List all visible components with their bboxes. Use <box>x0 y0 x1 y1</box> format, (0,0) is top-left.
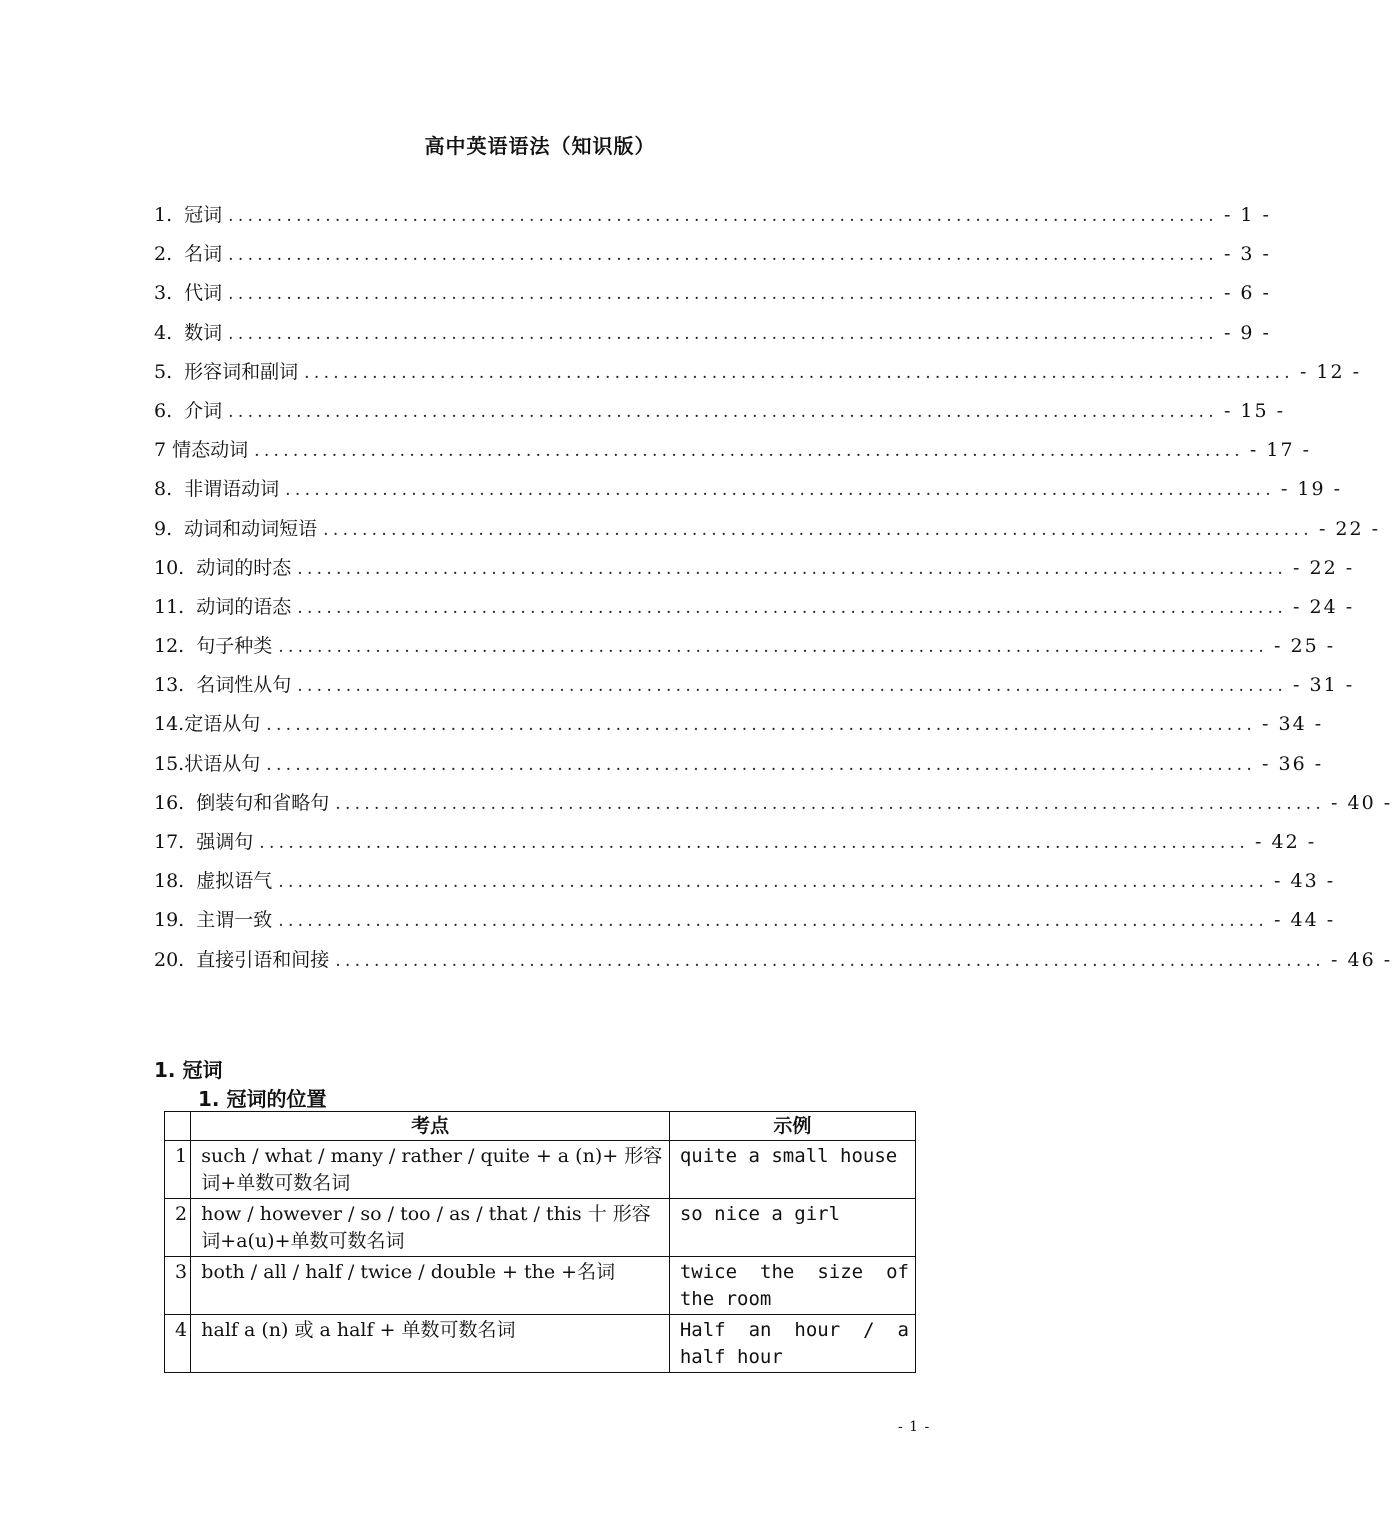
toc-entry[interactable] <box>154 901 1336 940</box>
toc-page-number: - 24 - <box>1293 595 1355 618</box>
toc-entry[interactable] <box>154 274 1271 313</box>
toc-number: 6. <box>154 399 173 422</box>
toc-number: 3. <box>154 282 173 305</box>
table-row <box>165 1257 916 1315</box>
toc-number: 12. <box>154 635 185 658</box>
row-index: 2 <box>165 1199 191 1257</box>
toc-entry[interactable] <box>154 862 1336 901</box>
toc-entry[interactable] <box>154 784 1392 823</box>
toc-number: 17. <box>154 831 185 853</box>
toc-page-number: - 3 - <box>1223 243 1271 266</box>
toc-label: 介词 <box>184 399 223 422</box>
row-example: quite a small house <box>669 1141 915 1199</box>
row-index: 3 <box>165 1257 191 1315</box>
row-point: half a (n) 或 a half + 单数可数名词 <box>191 1315 670 1373</box>
toc-page-number: - 19 - <box>1280 478 1343 501</box>
toc-page-number: - 22 - <box>1318 517 1381 540</box>
toc-leader-dots: ...................................................................................................... <box>228 284 1218 305</box>
toc-number: 20. <box>154 948 185 971</box>
toc-entry[interactable] <box>154 823 1317 862</box>
row-point: both / all / half / twice / double + the +名词 <box>191 1257 670 1315</box>
table-of-contents <box>154 196 1392 980</box>
toc-page-number: - 17 - <box>1249 439 1312 462</box>
table-row <box>165 1199 916 1257</box>
toc-leader-dots: ...................................................................................................... <box>228 245 1218 266</box>
toc-leader-dots: ...................................................................................................... <box>335 950 1326 971</box>
row-point: how / however / so / too / as / that / this 十 形容词+a(u)+单数可数名词 <box>191 1199 670 1257</box>
toc-leader-dots: ...................................................................................................... <box>323 519 1313 540</box>
toc-page-number: - 43 - <box>1274 870 1336 893</box>
toc-entry[interactable] <box>154 627 1336 666</box>
row-point: such / what / many / rather / quite + a (n)+ 形容词+单数可数名词 <box>191 1141 670 1199</box>
toc-number: 4. <box>154 321 173 344</box>
toc-number: 16. <box>154 791 185 814</box>
toc-leader-dots: ...................................................................................................... <box>259 833 1250 853</box>
toc-label: 主谓一致 <box>196 909 273 932</box>
table-header-row <box>165 1112 916 1141</box>
toc-leader-dots: ...................................................................................................... <box>297 597 1288 618</box>
document-title: 高中英语语法（知识版） <box>424 134 656 158</box>
toc-leader-dots: ...................................................................................................... <box>228 323 1218 344</box>
toc-number: 11. <box>154 595 185 618</box>
toc-number: 13. <box>154 674 185 697</box>
table-row <box>165 1315 916 1373</box>
page-number: - 1 - <box>898 1419 931 1435</box>
toc-label: 状语从句 <box>184 752 261 775</box>
toc-entry[interactable] <box>154 588 1355 627</box>
toc-label: 代词 <box>184 282 223 305</box>
toc-entry[interactable] <box>154 196 1271 235</box>
toc-number: 7 <box>154 439 167 462</box>
toc-page-number: - 40 - <box>1331 791 1392 814</box>
subsection-heading: 1. 冠词的位置 <box>198 1087 327 1111</box>
toc-leader-dots: ...................................................................................................... <box>335 793 1326 814</box>
toc-page-number: - 6 - <box>1223 282 1271 305</box>
toc-label: 句子种类 <box>196 635 273 658</box>
toc-label: 动词和动词短语 <box>184 517 318 540</box>
toc-page-number: - 1 - <box>1223 204 1271 226</box>
toc-label: 倒装句和省略句 <box>196 791 330 814</box>
toc-entry[interactable] <box>154 314 1271 353</box>
toc-label: 名词 <box>184 243 223 266</box>
index-header <box>165 1112 191 1141</box>
toc-entry[interactable] <box>154 392 1286 431</box>
toc-number: 8. <box>154 478 173 501</box>
toc-leader-dots: ...................................................................................................... <box>278 637 1269 658</box>
toc-entry[interactable] <box>154 941 1392 980</box>
toc-number: 5. <box>154 360 173 383</box>
toc-entry[interactable] <box>154 431 1312 470</box>
toc-page-number: - 25 - <box>1274 635 1336 658</box>
article-position-table <box>164 1111 916 1373</box>
toc-number: 2. <box>154 243 173 266</box>
toc-leader-dots: ...................................................................................................... <box>228 206 1218 226</box>
toc-label: 直接引语和间接 <box>196 948 330 971</box>
toc-leader-dots: ...................................................................................................... <box>278 872 1269 893</box>
toc-page-number: - 9 - <box>1223 321 1271 344</box>
toc-label: 虚拟语气 <box>196 870 273 893</box>
point-header: 考点 <box>191 1112 670 1141</box>
toc-entry[interactable] <box>154 510 1381 549</box>
toc-number: 1. <box>154 204 173 226</box>
toc-page-number: - 46 - <box>1331 948 1392 971</box>
row-index: 1 <box>165 1141 191 1199</box>
toc-number: 19. <box>154 909 185 932</box>
section-heading: 1. 冠词 <box>154 1058 223 1082</box>
toc-number: 9. <box>154 517 173 540</box>
toc-label: 动词的时态 <box>196 556 292 579</box>
toc-page-number: - 36 - <box>1262 752 1324 775</box>
toc-label: 非谓语动词 <box>184 478 280 501</box>
toc-entry[interactable] <box>154 235 1271 274</box>
toc-leader-dots: ...................................................................................................... <box>285 480 1275 501</box>
toc-leader-dots: ...................................................................................................... <box>228 401 1218 422</box>
toc-entry[interactable] <box>154 470 1343 509</box>
toc-number: 10. <box>154 556 185 579</box>
toc-label: 动词的语态 <box>196 595 292 618</box>
toc-number: 18. <box>154 870 185 893</box>
toc-label: 强调句 <box>196 831 254 853</box>
toc-number: 14. <box>154 713 185 736</box>
row-example: twice the size of the room <box>669 1257 915 1315</box>
toc-leader-dots: ...................................................................................................... <box>297 676 1288 697</box>
toc-label: 冠词 <box>184 204 223 226</box>
example-header: 示例 <box>669 1112 915 1141</box>
toc-entry[interactable] <box>154 353 1362 392</box>
row-index: 4 <box>165 1315 191 1373</box>
toc-page-number: - 42 - <box>1255 831 1317 853</box>
table-row <box>165 1141 916 1199</box>
toc-page-number: - 12 - <box>1299 360 1362 383</box>
toc-entry[interactable] <box>154 549 1355 588</box>
toc-label: 数词 <box>184 321 223 344</box>
toc-page-number: - 31 - <box>1293 674 1355 697</box>
toc-page-number: - 44 - <box>1274 909 1336 932</box>
toc-leader-dots: ...................................................................................................... <box>278 911 1269 932</box>
row-example: Half an hour / a half hour <box>669 1315 915 1373</box>
toc-entry[interactable] <box>154 745 1324 784</box>
row-example: so nice a girl <box>669 1199 915 1257</box>
toc-leader-dots: ...................................................................................................... <box>254 441 1244 462</box>
toc-leader-dots: ...................................................................................................... <box>304 362 1294 383</box>
toc-page-number: - 15 - <box>1223 399 1286 422</box>
toc-leader-dots: ...................................................................................................... <box>297 558 1288 579</box>
toc-entry[interactable] <box>154 666 1355 705</box>
toc-page-number: - 22 - <box>1293 556 1355 579</box>
toc-label: 名词性从句 <box>196 674 292 697</box>
toc-label: 情态动词 <box>172 439 249 462</box>
toc-entry[interactable] <box>154 705 1324 744</box>
toc-label: 形容词和副词 <box>184 360 299 383</box>
toc-label: 定语从句 <box>184 713 261 736</box>
toc-leader-dots: ...................................................................................................... <box>266 754 1257 775</box>
toc-number: 15. <box>154 752 185 775</box>
toc-page-number: - 34 - <box>1262 713 1324 736</box>
toc-leader-dots: ...................................................................................................... <box>266 715 1257 736</box>
